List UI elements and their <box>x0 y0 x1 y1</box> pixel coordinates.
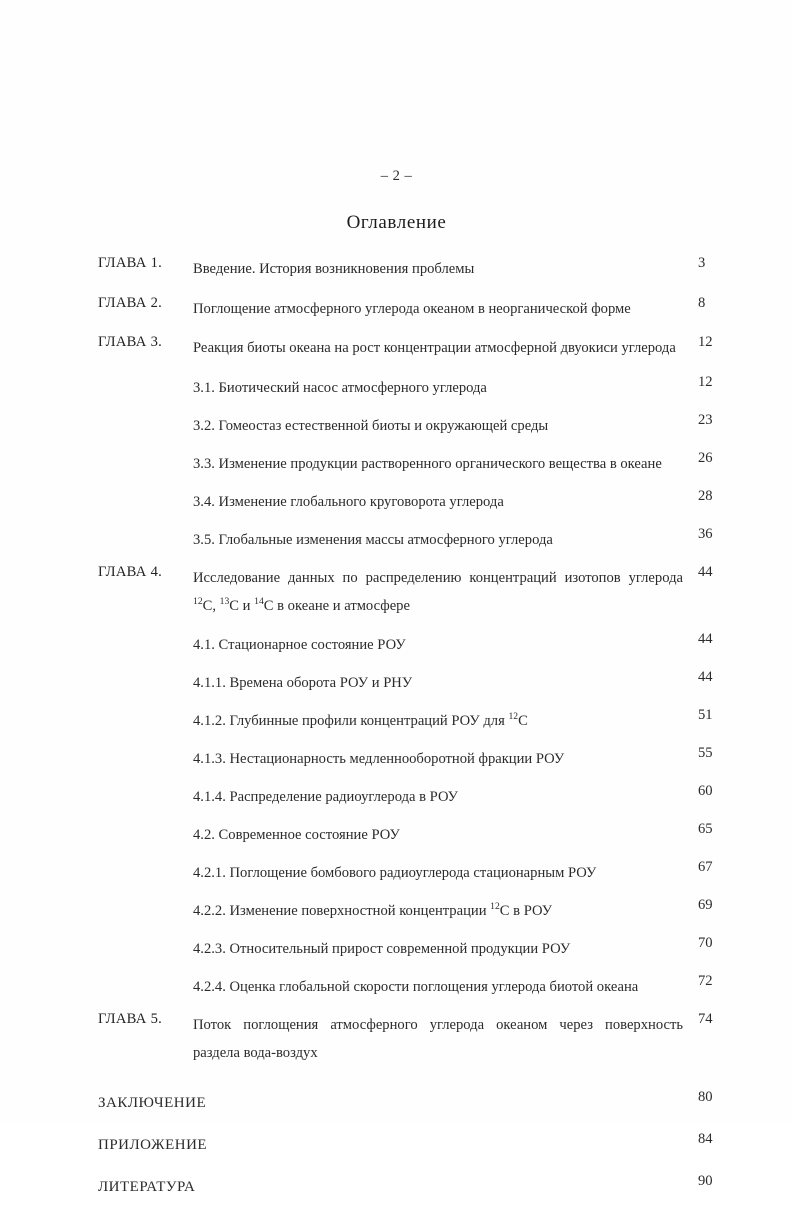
toc-entry-page: 36 <box>698 525 713 542</box>
toc-entry-page: 80 <box>698 1088 713 1105</box>
toc-entry-page: 60 <box>698 783 713 799</box>
toc-entry[interactable] <box>98 1011 738 1067</box>
toc-entry[interactable] <box>98 935 738 963</box>
toc-entry-label: ГЛАВА 5. <box>98 1011 163 1027</box>
toc-entry-page: 55 <box>698 745 713 761</box>
toc-entry-title: 4.2.1. Поглощение бомбового радиоуглерода стационарным РОУ <box>193 865 597 881</box>
toc-entry-title: 4.1.1. Времена оборота РОУ и РНУ <box>193 675 413 691</box>
toc-entry-page: 51 <box>698 707 713 723</box>
toc-entry-back-matter[interactable] <box>98 1131 738 1159</box>
toc-entry-title: 4.2.4. Оценка глобальной скорости поглощения углерода биотой океана <box>193 979 639 995</box>
toc-entry[interactable] <box>98 783 738 811</box>
section-spacer <box>98 1079 738 1089</box>
toc-entry-title: ЛИТЕРАТУРА <box>98 1178 196 1195</box>
toc-entry-page: 90 <box>698 1172 713 1189</box>
toc-entry[interactable] <box>98 412 738 440</box>
toc-entry-back-matter[interactable] <box>98 1173 738 1201</box>
toc-entry-page: 70 <box>698 935 713 951</box>
toc-entry[interactable] <box>98 334 738 362</box>
toc-entry[interactable] <box>98 564 738 620</box>
toc-entry-page: 26 <box>698 449 713 466</box>
toc-entry-page: 74 <box>698 1011 713 1027</box>
page-title: Оглавление <box>346 212 447 233</box>
toc-entry-back-matter[interactable] <box>98 1089 738 1117</box>
toc-entry-page: 65 <box>698 821 713 837</box>
toc-entry[interactable] <box>98 295 738 323</box>
toc-entry-title: 4.1.3. Нестационарность медленнооборотной фракции РОУ <box>193 751 565 767</box>
toc-entry-title: Реакция биоты океана на рост концентрации атмосферной двуокиси углерода <box>193 340 676 356</box>
toc-entry-title: 3.2. Гомеостаз естественной биоты и окружающей среды <box>193 417 549 434</box>
toc-entry-page: 84 <box>698 1130 713 1147</box>
toc-entry[interactable] <box>98 973 738 1001</box>
table-of-contents <box>98 255 738 1215</box>
toc-entry-title: 4.2. Современное состояние РОУ <box>193 827 400 843</box>
toc-entry-page: 67 <box>698 859 713 875</box>
toc-entry[interactable] <box>98 745 738 773</box>
toc-entry[interactable] <box>98 374 738 402</box>
toc-entry-page: 44 <box>698 563 713 580</box>
toc-entry-title: 4.1.4. Распределение радиоуглерода в РОУ <box>193 789 459 805</box>
toc-entry[interactable] <box>98 707 738 735</box>
toc-entry-title: Введение. История возникновения проблемы <box>193 261 475 277</box>
toc-entry-page: 12 <box>698 334 713 350</box>
toc-entry-label: ГЛАВА 4. <box>98 563 163 580</box>
toc-entry-title: 3.4. Изменение глобального круговорота углерода <box>193 493 504 510</box>
toc-entry-title: 3.5. Глобальные изменения массы атмосферного углерода <box>193 531 553 548</box>
toc-entry-title: 4.1.2. Глубинные профили концентраций РОУ для $^{12}$C <box>193 711 528 729</box>
toc-entry-page: 44 <box>698 669 713 685</box>
toc-entry-page: 44 <box>698 631 713 647</box>
toc-entry-page: 8 <box>698 294 706 311</box>
toc-entry[interactable] <box>98 897 738 925</box>
toc-entry-title: Поглощение атмосферного углерода океаном в неорганической форме <box>193 300 631 317</box>
toc-entry-page: 23 <box>698 411 713 428</box>
toc-entry[interactable] <box>98 859 738 887</box>
toc-entry-label: ГЛАВА 2. <box>98 294 163 311</box>
toc-entry[interactable] <box>98 669 738 697</box>
page-folio: – 2 – <box>380 168 413 184</box>
toc-entry-title: 4.2.3. Относительный прирост современной продукции РОУ <box>193 941 571 957</box>
toc-entry-label: ГЛАВА 3. <box>98 334 163 350</box>
toc-entry-title: 4.2.2. Изменение поверхностной концентрации $^{12}$C в РОУ <box>193 901 553 919</box>
toc-entry-page: 28 <box>698 487 713 504</box>
toc-entry[interactable] <box>98 526 738 554</box>
toc-entry-page: 12 <box>698 373 713 390</box>
toc-entry-page: 72 <box>698 973 713 989</box>
toc-entry-title: 4.1. Стационарное состояние РОУ <box>193 637 406 653</box>
toc-entry[interactable] <box>98 450 738 478</box>
toc-entry-title: 3.1. Биотический насос атмосферного углерода <box>193 379 487 396</box>
toc-entry-title: Поток поглощения атмосферного углерода океаном через поверхность раздела вода-воздух <box>193 1017 683 1061</box>
toc-entry-page: 69 <box>698 897 713 913</box>
toc-entry[interactable] <box>98 488 738 516</box>
toc-entry[interactable] <box>98 821 738 849</box>
toc-entry-page: 3 <box>698 255 706 271</box>
toc-entry-title: ЗАКЛЮЧЕНИЕ <box>98 1094 207 1111</box>
toc-entry[interactable] <box>98 631 738 659</box>
toc-entry-title: 3.3. Изменение продукции растворенного органического вещества в океане <box>193 455 662 472</box>
toc-entry-title: ПРИЛОЖЕНИЕ <box>98 1136 208 1153</box>
toc-entry-label: ГЛАВА 1. <box>98 255 163 271</box>
toc-entry[interactable] <box>98 255 738 283</box>
toc-entry-title: Исследование данных по распределению концентраций изотопов углерода $^{12}$C, $^{13}$C и $^{14}$C в океане и атмосфере <box>193 569 683 614</box>
